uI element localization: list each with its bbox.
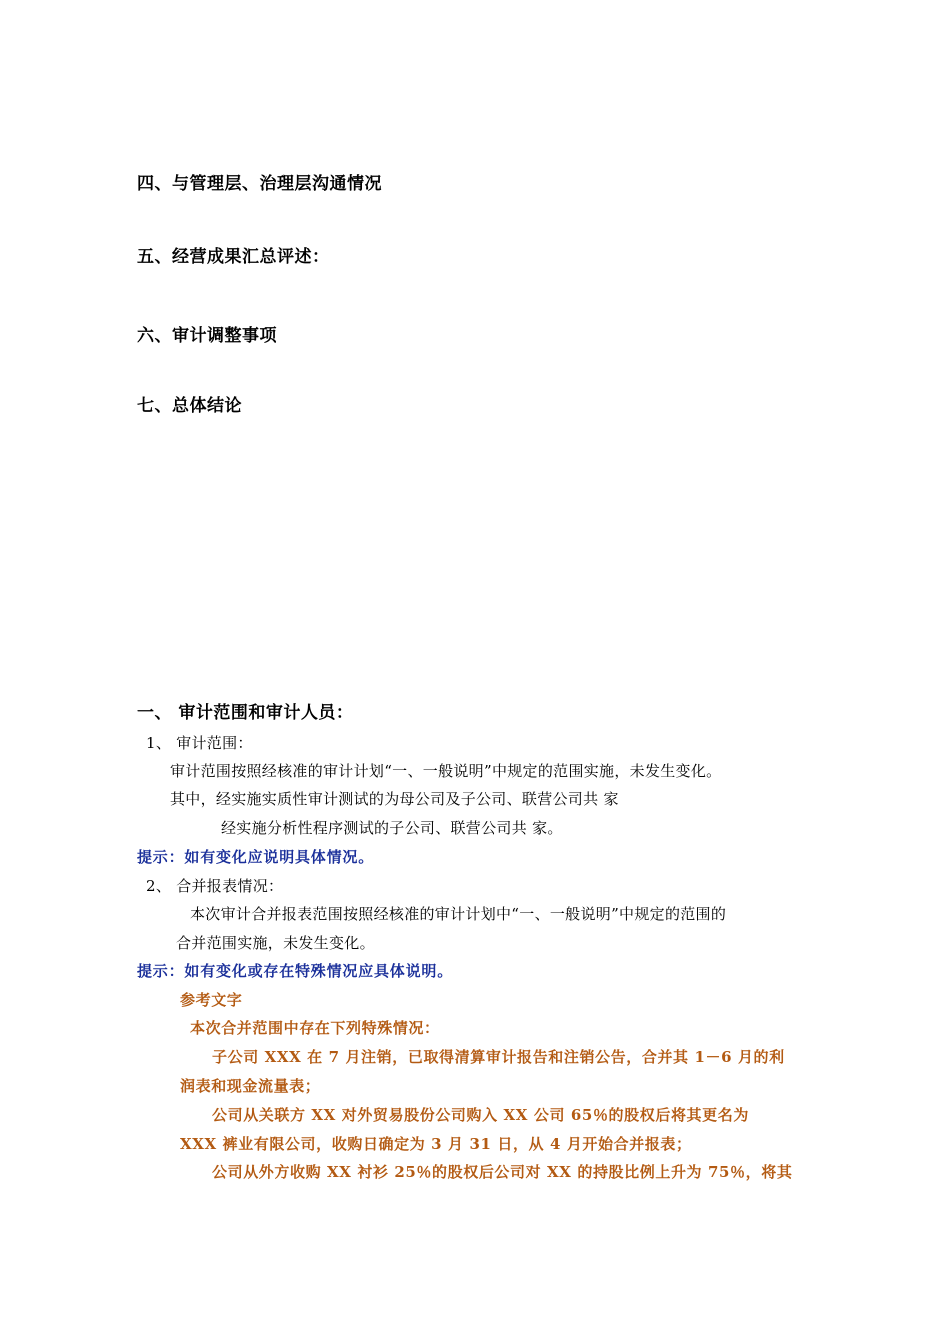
section-heading-operating-results: 五、经营成果汇总评述： — [137, 247, 330, 267]
hint-scope-change: 提示：如有变化应说明具体情况。 — [137, 848, 375, 866]
consolidation-text-line-2: 合并范围实施，未发生变化。 — [176, 934, 375, 952]
hint-special-circumstances: 提示：如有变化或存在特殊情况应具体说明。 — [137, 962, 454, 980]
scope-label: 1、 审计范围： — [146, 734, 253, 752]
consolidation-label: 2、 合并报表情况： — [146, 877, 284, 895]
section-heading-audit-scope: 一、 审计范围和审计人员： — [137, 703, 354, 723]
section-heading-overall-conclusion: 七、总体结论 — [137, 396, 242, 416]
scope-detail-substantive: 其中，经实施实质性审计测试的为母公司及子公司、联营公司共 家 — [170, 790, 619, 808]
reference-intro: 本次合并范围中存在下列特殊情况： — [190, 1019, 440, 1037]
section-heading-communication: 四、与管理层、治理层沟通情况 — [137, 174, 382, 194]
reference-text-title: 参考文字 — [180, 991, 243, 1009]
reference-item-2-line-2: XXX 裤业有限公司，收购日确定为 3 月 31 日，从 4 月开始合并报表； — [180, 1135, 692, 1153]
reference-item-2-line-1: 公司从关联方 XX 对外贸易股份公司购入 XX 公司 65％的股权后将其更名为 — [212, 1106, 749, 1124]
reference-item-1-line-2: 润表和现金流量表； — [180, 1077, 321, 1095]
scope-text: 审计范围按照经核准的审计计划“一、一般说明”中规定的范围实施，未发生变化。 — [170, 762, 722, 780]
consolidation-text-line-1: 本次审计合并报表范围按照经核准的审计计划中“一、一般说明”中规定的范围的 — [190, 905, 727, 923]
section-heading-audit-adjustments: 六、审计调整事项 — [137, 326, 277, 346]
scope-detail-analytical: 经实施分析性程序测试的子公司、联营公司共 家。 — [221, 819, 563, 837]
reference-item-1-line-1: 子公司 XXX 在 7 月注销，已取得清算审计报告和注销公告，合并其 1－6 月的利 — [212, 1048, 785, 1066]
reference-item-3-line-1: 公司从外方收购 XX 衬衫 25％的股权后公司对 XX 的持股比例上升为 75％，将其 — [212, 1163, 793, 1181]
